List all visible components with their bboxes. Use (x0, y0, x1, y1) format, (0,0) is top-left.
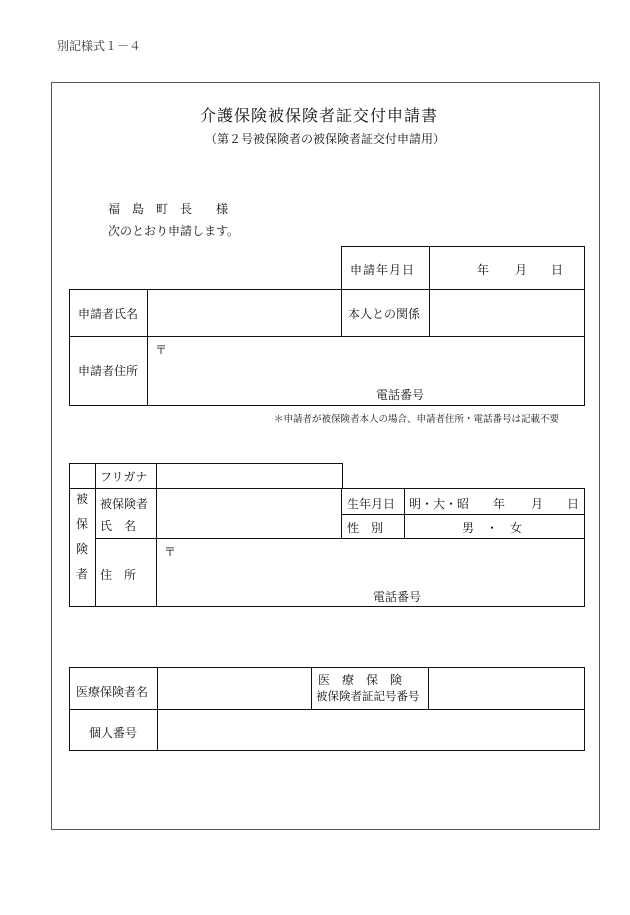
medical-label-divider-1 (157, 667, 158, 751)
insured-phone-label: 電話番号 (373, 590, 422, 604)
intro-text: 次のとおり申請します。 (108, 224, 240, 238)
application-date-day[interactable]: 日 (551, 263, 564, 277)
application-date-year[interactable]: 年 (477, 263, 490, 277)
furigana-field[interactable] (158, 465, 341, 487)
insured-furigana-divider (95, 488, 156, 489)
date-divider (429, 246, 430, 290)
medical-number-label-1: 医 療 保 険 (318, 673, 403, 687)
form-title: 介護保険被保険者証交付申請書 (200, 106, 439, 125)
form-subtitle: （第２号被保険者の被保険者証交付申請用） (205, 132, 446, 146)
addressee: 福 島 町 長 様 (108, 202, 229, 216)
insured-side-label-3: 険 (76, 542, 89, 556)
furigana-label: フリガナ (100, 470, 148, 484)
insured-left-extension (69, 463, 70, 489)
note-text: ＊申請者が被保険者本人の場合、申請者住所・電話番号は記載不要 (274, 414, 560, 425)
relation-divider-left (341, 289, 342, 336)
furigana-right-border (342, 463, 343, 489)
medical-number-label-2: 被保険者証記号番号 (316, 689, 420, 703)
insured-name-label-1: 被保険者 (100, 497, 149, 511)
insured-side-label-1: 被 (76, 492, 89, 506)
applicant-label-divider (147, 289, 148, 406)
relation-field[interactable] (431, 291, 583, 335)
personal-number-label: 個人番号 (89, 726, 138, 740)
medical-row-divider (69, 709, 585, 710)
birth-era-options[interactable]: 明・大・昭 (409, 497, 470, 511)
insured-address-divider (95, 538, 585, 539)
insured-name-field[interactable] (158, 490, 340, 537)
birth-label-left (341, 488, 342, 538)
sex-label: 性 別 (347, 521, 384, 535)
applicant-name-field[interactable] (149, 291, 339, 335)
birth-year[interactable]: 年 (493, 497, 506, 511)
applicant-name-label: 申請者氏名 (78, 307, 139, 321)
relation-label: 本人との関係 (348, 307, 421, 321)
medical-insurer-field[interactable] (159, 669, 309, 708)
medical-label-divider-2 (311, 667, 312, 709)
insured-postal-mark: 〒 (164, 545, 177, 559)
medical-number-field[interactable] (430, 669, 583, 708)
applicant-address-field[interactable] (149, 338, 583, 386)
applicant-phone-label: 電話番号 (376, 388, 425, 402)
insured-name-label-2: 氏 名 (100, 519, 137, 533)
application-date-label: 申請年月日 (350, 263, 416, 277)
insured-top-border (69, 463, 343, 464)
insured-birth-divider (341, 514, 585, 515)
birth-label-right (404, 488, 405, 538)
applicant-address-label: 申請者住所 (78, 364, 139, 378)
medical-label-divider-3 (428, 667, 429, 709)
insured-label-divider (156, 463, 157, 607)
insured-side-label-4: 者 (76, 567, 89, 581)
insured-address-field[interactable] (158, 540, 583, 586)
medical-insurer-label: 医療保険者名 (76, 685, 149, 699)
sex-options[interactable]: 男 ・ 女 (462, 521, 523, 535)
application-date-month[interactable]: 月 (515, 263, 528, 277)
insured-side-label-2: 保 (76, 517, 89, 531)
insured-side-divider (95, 463, 96, 607)
form-id: 別記様式１－４ (57, 39, 142, 53)
birth-day[interactable]: 日 (567, 497, 580, 511)
applicant-postal-mark: 〒 (155, 343, 168, 357)
birth-date-label: 生年月日 (347, 497, 396, 511)
birth-month[interactable]: 月 (531, 497, 544, 511)
insured-address-label: 住 所 (100, 568, 137, 582)
personal-number-field[interactable] (159, 711, 583, 749)
relation-divider-right (429, 289, 430, 336)
